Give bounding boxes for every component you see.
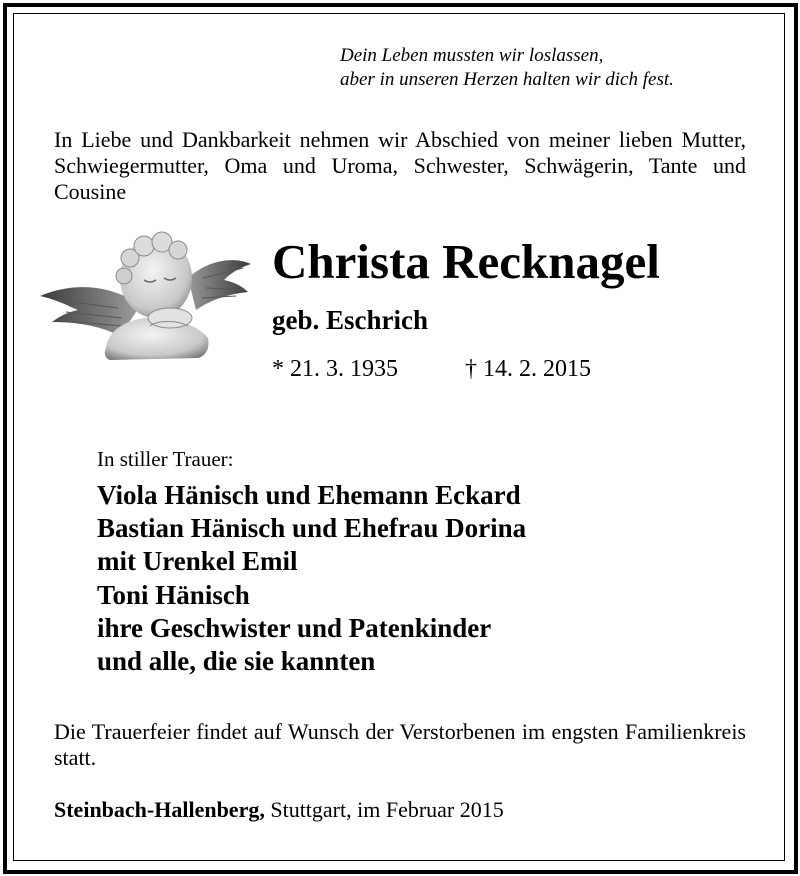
deceased-name: Christa Recknagel <box>272 234 660 289</box>
mourner-line: Toni Hänisch <box>97 579 250 610</box>
mourning-label: In stiller Trauer: <box>97 447 234 471</box>
closing-line <box>54 796 504 824</box>
mourners-list <box>97 479 526 678</box>
birth-date: * 21. 3. 1935 <box>272 356 398 382</box>
mourner-line: Bastian Hänisch und Ehefrau Dorina <box>97 513 527 544</box>
mourner-line: mit Urenkel Emil <box>97 546 298 577</box>
ceremony-note: Die Trauerfeier findet auf Wunsch der Verstorbenen im engsten Familienkreis statt. <box>54 719 746 770</box>
quote-line: aber in unseren Herzen halten wir dich fest. <box>340 69 674 90</box>
memorial-quote <box>340 44 760 92</box>
birth-name: geb. Eschrich <box>272 305 429 335</box>
closing-rest: Stuttgart, im Februar 2015 <box>264 797 504 822</box>
mourner-line: Viola Hänisch und Ehemann Eckard <box>97 480 521 510</box>
closing-place: Steinbach-Hallenberg, <box>54 797 265 822</box>
mourner-line: und alle, die sie kannten <box>97 646 376 677</box>
intro-text: In Liebe und Dankbarkeit nehmen wir Abschied von meiner lieben Mutter, Schwiegermutter, Oma und Uroma, Schwester, Schwägerin, Tante und Cousine <box>54 127 746 204</box>
death-date: † 14. 2. 2015 <box>465 356 591 382</box>
quote-line: Dein Leben mussten wir loslassen, <box>340 45 604 66</box>
mourner-line: ihre Geschwister und Patenkinder <box>97 612 492 643</box>
angel-icon <box>38 230 253 370</box>
